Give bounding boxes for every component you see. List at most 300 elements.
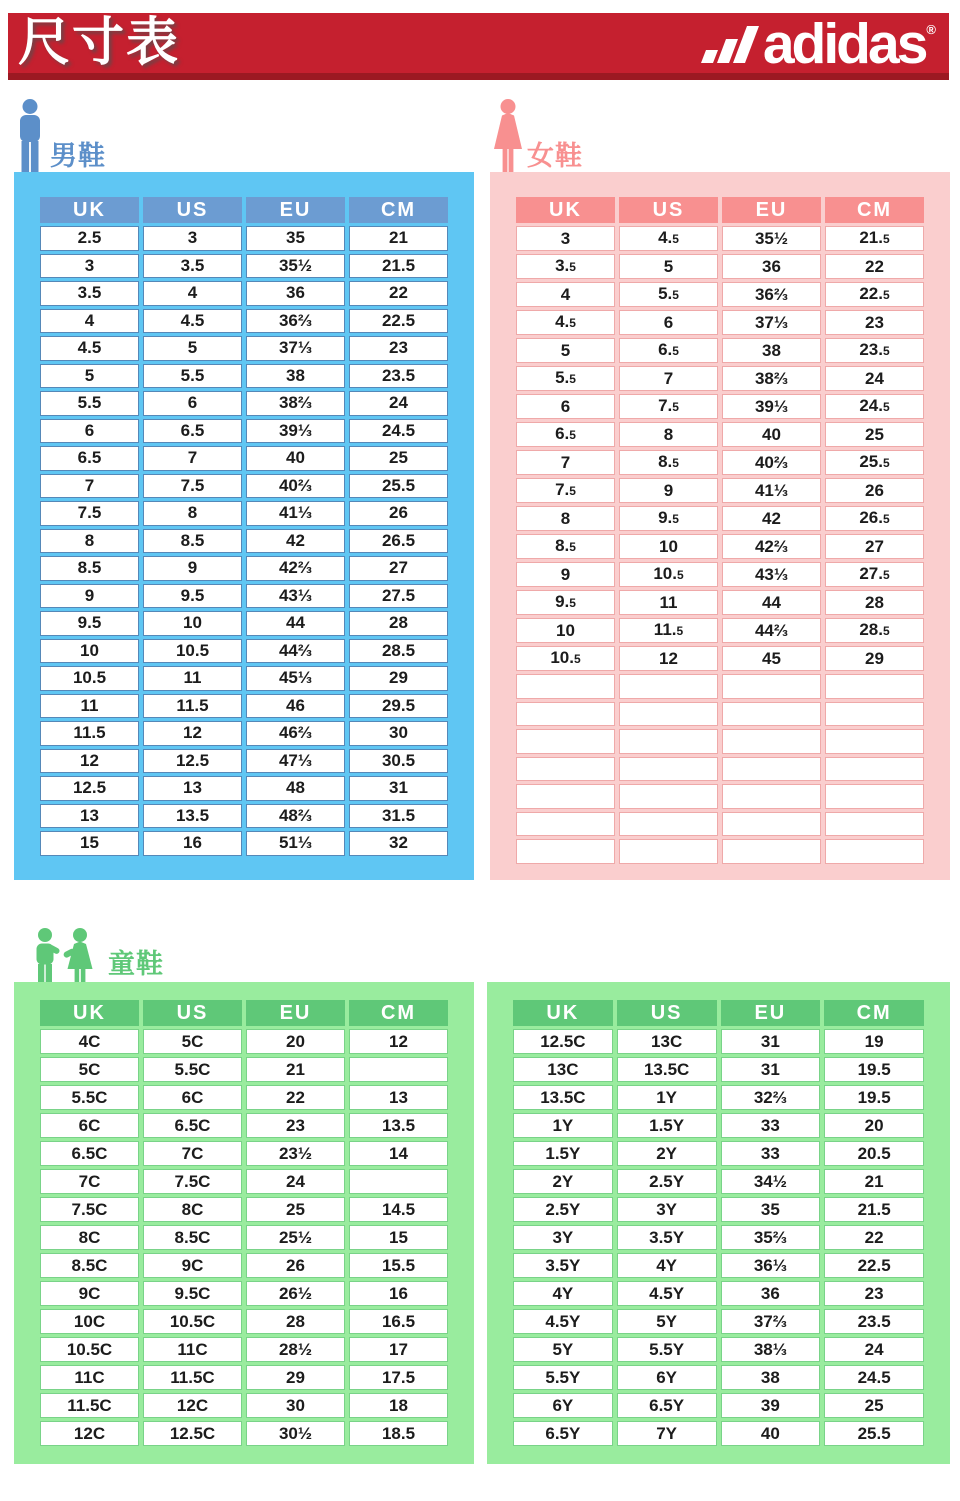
- table-cell: 39⅓: [722, 394, 821, 419]
- table-cell: 27.5: [349, 584, 448, 609]
- table-cell: 7.5C: [143, 1169, 242, 1194]
- table-row: [40, 749, 448, 774]
- table-cell: 24.5: [349, 419, 448, 444]
- table-cell: 13: [143, 776, 242, 801]
- table-cell: [722, 757, 821, 782]
- table-cell: 4.5: [619, 226, 718, 251]
- table-row: [516, 618, 924, 643]
- table-cell: 23: [246, 1113, 345, 1138]
- table-cell: 12.5C: [143, 1421, 242, 1446]
- table-cell: 10.5: [143, 639, 242, 664]
- table-cell: 28½: [246, 1337, 345, 1362]
- table-cell: 37⅔: [721, 1309, 821, 1334]
- table-cell: 9C: [143, 1253, 242, 1278]
- table-row: [40, 1169, 448, 1194]
- table-row: [516, 812, 924, 837]
- table-cell: 38: [721, 1365, 821, 1390]
- column-header-uk: UK: [40, 1000, 139, 1026]
- table-cell: 22.5: [824, 1253, 924, 1278]
- table-cell: 6Y: [513, 1393, 613, 1418]
- table-cell: 38⅔: [246, 391, 345, 416]
- table-row: [516, 366, 924, 391]
- column-header-uk: UK: [40, 197, 139, 223]
- table-cell: 6.5C: [143, 1113, 242, 1138]
- table-cell: 27: [349, 556, 448, 581]
- table-cell: 29: [825, 646, 924, 671]
- table-cell: 51⅓: [246, 831, 345, 856]
- table-cell: 3.5Y: [617, 1225, 717, 1250]
- table-cell: [722, 784, 821, 809]
- table-cell: 26: [246, 1253, 345, 1278]
- column-header-eu: EU: [246, 197, 345, 223]
- table-cell: 40: [246, 446, 345, 471]
- table-cell: 4.5: [143, 309, 242, 334]
- table-cell: 7: [40, 474, 139, 499]
- table-cell: 25: [824, 1393, 924, 1418]
- column-header-eu: EU: [246, 1000, 345, 1026]
- kids-big-table-body: [513, 1029, 924, 1446]
- table-cell: 11.5: [40, 721, 139, 746]
- table-cell: 25: [349, 446, 448, 471]
- table-cell: 8.5: [143, 529, 242, 554]
- table-cell: 19.5: [824, 1057, 924, 1082]
- table-cell: 1Y: [513, 1113, 613, 1138]
- table-row: [513, 1169, 924, 1194]
- header-row: [40, 1000, 448, 1026]
- table-cell: 9C: [40, 1281, 139, 1306]
- column-header-eu: EU: [722, 197, 821, 223]
- table-cell: 10: [619, 534, 718, 559]
- table-row: [40, 1393, 448, 1418]
- page-header: [8, 13, 949, 80]
- table-cell: 3.5: [143, 254, 242, 279]
- table-cell: 36⅔: [722, 282, 821, 307]
- table-row: [516, 310, 924, 335]
- man-icon: [15, 99, 45, 176]
- table-row: [40, 1225, 448, 1250]
- table-cell: 24: [825, 366, 924, 391]
- table-row: [513, 1057, 924, 1082]
- table-cell: 4C: [40, 1029, 139, 1054]
- table-cell: 8C: [143, 1197, 242, 1222]
- table-row: [513, 1113, 924, 1138]
- table-cell: 7.5C: [40, 1197, 139, 1222]
- table-row: [516, 534, 924, 559]
- table-cell: 7.5: [143, 474, 242, 499]
- table-cell: 9.5: [143, 584, 242, 609]
- table-cell: 12.5C: [513, 1029, 613, 1054]
- table-row: [40, 281, 448, 306]
- table-row: [40, 1113, 448, 1138]
- table-cell: 11.5: [143, 694, 242, 719]
- column-header-cm: CM: [825, 197, 924, 223]
- table-cell: 25½: [246, 1225, 345, 1250]
- table-cell: 14.5: [349, 1197, 448, 1222]
- table-row: [40, 1253, 448, 1278]
- table-cell: 5C: [40, 1057, 139, 1082]
- table-row: [516, 506, 924, 531]
- table-cell: 12.5: [40, 776, 139, 801]
- table-cell: 6: [143, 391, 242, 416]
- kids-size-panel-big: [487, 982, 950, 1464]
- table-row: [40, 391, 448, 416]
- table-row: [40, 666, 448, 691]
- table-cell: [516, 674, 615, 699]
- table-cell: 28: [825, 590, 924, 615]
- table-cell: 48: [246, 776, 345, 801]
- table-row: [516, 702, 924, 727]
- table-cell: 9: [516, 562, 615, 587]
- table-cell: 14: [349, 1141, 448, 1166]
- table-cell: 5: [143, 336, 242, 361]
- table-row: [40, 1337, 448, 1362]
- table-cell: 28: [349, 611, 448, 636]
- table-cell: 35⅔: [721, 1225, 821, 1250]
- table-cell: [825, 729, 924, 754]
- table-cell: 22.5: [825, 282, 924, 307]
- table-cell: 2.5Y: [513, 1197, 613, 1222]
- table-cell: 5.5C: [40, 1085, 139, 1110]
- table-cell: 5C: [143, 1029, 242, 1054]
- table-cell: 39⅓: [246, 419, 345, 444]
- table-row: [40, 556, 448, 581]
- kids-size-table-big: [509, 997, 928, 1449]
- table-cell: 4: [143, 281, 242, 306]
- table-cell: 4Y: [513, 1281, 613, 1306]
- table-cell: 26½: [246, 1281, 345, 1306]
- table-cell: 6: [516, 394, 615, 419]
- table-row: [513, 1253, 924, 1278]
- table-cell: 20.5: [824, 1141, 924, 1166]
- table-cell: 6.5: [516, 422, 615, 447]
- table-cell: 3Y: [617, 1197, 717, 1222]
- table-cell: 23: [824, 1281, 924, 1306]
- table-row: [516, 562, 924, 587]
- table-cell: 35½: [246, 254, 345, 279]
- table-cell: 23: [349, 336, 448, 361]
- table-cell: 10.5C: [40, 1337, 139, 1362]
- table-row: [516, 338, 924, 363]
- table-cell: 24.5: [824, 1365, 924, 1390]
- table-cell: 16: [349, 1281, 448, 1306]
- table-cell: 13.5C: [617, 1057, 717, 1082]
- table-cell: [516, 702, 615, 727]
- table-cell: 35½: [722, 226, 821, 251]
- table-cell: 21: [824, 1169, 924, 1194]
- table-cell: 9.5: [619, 506, 718, 531]
- table-cell: 6.5Y: [617, 1393, 717, 1418]
- table-row: [513, 1393, 924, 1418]
- woman-icon: [491, 99, 525, 176]
- table-row: [40, 831, 448, 856]
- table-cell: [516, 757, 615, 782]
- table-row: [40, 1029, 448, 1054]
- table-cell: 24.5: [825, 394, 924, 419]
- table-cell: 44: [246, 611, 345, 636]
- table-cell: 6Y: [617, 1365, 717, 1390]
- adidas-logo: [701, 12, 936, 76]
- table-row: [40, 1141, 448, 1166]
- table-row: [40, 309, 448, 334]
- table-cell: 36⅔: [246, 309, 345, 334]
- table-cell: 43⅓: [722, 562, 821, 587]
- table-cell: 5: [40, 364, 139, 389]
- table-cell: 15: [349, 1225, 448, 1250]
- table-row: [40, 694, 448, 719]
- table-row: [516, 590, 924, 615]
- table-row: [513, 1309, 924, 1334]
- table-cell: 9.5: [516, 590, 615, 615]
- table-row: [516, 422, 924, 447]
- table-cell: 9.5C: [143, 1281, 242, 1306]
- table-cell: [722, 702, 821, 727]
- table-cell: 16: [143, 831, 242, 856]
- table-row: [513, 1029, 924, 1054]
- table-cell: 22: [825, 254, 924, 279]
- table-cell: 45: [722, 646, 821, 671]
- table-cell: [722, 812, 821, 837]
- table-cell: 7: [619, 366, 718, 391]
- table-cell: 5.5: [40, 391, 139, 416]
- table-cell: 36: [721, 1281, 821, 1306]
- table-cell: 40⅔: [722, 450, 821, 475]
- table-cell: 26.5: [825, 506, 924, 531]
- table-cell: 46: [246, 694, 345, 719]
- header-row: [513, 1000, 924, 1026]
- table-cell: 29: [349, 666, 448, 691]
- table-cell: [825, 784, 924, 809]
- table-cell: 23: [825, 310, 924, 335]
- table-cell: 1Y: [617, 1085, 717, 1110]
- column-header-us: US: [143, 197, 242, 223]
- table-cell: 5Y: [617, 1309, 717, 1334]
- table-cell: 10: [40, 639, 139, 664]
- table-cell: 7: [516, 450, 615, 475]
- table-cell: 39: [721, 1393, 821, 1418]
- table-cell: 7C: [143, 1141, 242, 1166]
- table-cell: 21: [246, 1057, 345, 1082]
- table-cell: 2.5Y: [617, 1169, 717, 1194]
- column-header-cm: CM: [349, 197, 448, 223]
- table-cell: 6.5C: [40, 1141, 139, 1166]
- table-cell: 25.5: [824, 1421, 924, 1446]
- table-cell: 40: [722, 422, 821, 447]
- table-cell: 4: [516, 282, 615, 307]
- table-row: [516, 839, 924, 864]
- table-cell: 22.5: [349, 309, 448, 334]
- table-row: [40, 446, 448, 471]
- table-cell: 9: [619, 478, 718, 503]
- table-cell: 3Y: [513, 1225, 613, 1250]
- mens-size-table: [36, 194, 452, 859]
- table-cell: 2Y: [617, 1141, 717, 1166]
- column-header-us: US: [619, 197, 718, 223]
- table-row: [516, 450, 924, 475]
- table-cell: 11.5: [619, 618, 718, 643]
- table-row: [40, 1365, 448, 1390]
- table-row: [513, 1365, 924, 1390]
- table-cell: 9: [40, 584, 139, 609]
- table-cell: 12C: [40, 1421, 139, 1446]
- table-cell: 6.5Y: [513, 1421, 613, 1446]
- table-cell: [825, 812, 924, 837]
- table-row: [40, 364, 448, 389]
- table-cell: 10: [516, 618, 615, 643]
- table-cell: 32: [349, 831, 448, 856]
- mens-table-body: [40, 226, 448, 856]
- table-cell: 8.5: [40, 556, 139, 581]
- table-row: [513, 1225, 924, 1250]
- table-cell: 25.5: [349, 474, 448, 499]
- table-cell: 31: [721, 1029, 821, 1054]
- column-header-uk: UK: [513, 1000, 613, 1026]
- table-cell: 31: [349, 776, 448, 801]
- table-cell: 31.5: [349, 804, 448, 829]
- table-cell: 5.5: [619, 282, 718, 307]
- table-cell: 13C: [513, 1057, 613, 1082]
- table-row: [40, 1309, 448, 1334]
- header-row: [40, 197, 448, 223]
- table-cell: 22: [349, 281, 448, 306]
- table-cell: 10.5: [40, 666, 139, 691]
- table-cell: 23½: [246, 1141, 345, 1166]
- table-cell: 5: [516, 338, 615, 363]
- table-cell: 3: [143, 226, 242, 251]
- table-cell: 26: [825, 478, 924, 503]
- table-cell: 38⅓: [721, 1337, 821, 1362]
- table-cell: 9: [143, 556, 242, 581]
- table-cell: 17: [349, 1337, 448, 1362]
- table-cell: 6: [40, 419, 139, 444]
- table-cell: 29.5: [349, 694, 448, 719]
- table-cell: [516, 839, 615, 864]
- table-row: [513, 1085, 924, 1110]
- table-row: [40, 1197, 448, 1222]
- table-cell: 7: [143, 446, 242, 471]
- table-cell: 40⅔: [246, 474, 345, 499]
- table-cell: 44: [722, 590, 821, 615]
- womens-table-body: [516, 226, 924, 864]
- table-row: [40, 721, 448, 746]
- table-cell: [825, 839, 924, 864]
- table-cell: 9.5: [40, 611, 139, 636]
- table-row: [513, 1337, 924, 1362]
- table-cell: 6.5: [619, 338, 718, 363]
- table-cell: 18.5: [349, 1421, 448, 1446]
- table-cell: 6C: [143, 1085, 242, 1110]
- header-row: [516, 197, 924, 223]
- table-cell: 8C: [40, 1225, 139, 1250]
- kids-small-table-body: [40, 1029, 448, 1446]
- table-cell: 31: [721, 1057, 821, 1082]
- table-cell: 33: [721, 1113, 821, 1138]
- table-cell: 5: [619, 254, 718, 279]
- womens-size-table: [512, 194, 928, 867]
- table-cell: 30½: [246, 1421, 345, 1446]
- table-cell: [825, 674, 924, 699]
- table-cell: 5.5: [143, 364, 242, 389]
- section-label-men: 男鞋: [50, 141, 106, 171]
- table-row: [40, 336, 448, 361]
- table-cell: 24: [824, 1337, 924, 1362]
- table-cell: 21.5: [349, 254, 448, 279]
- table-cell: 24: [246, 1169, 345, 1194]
- table-cell: 5.5: [516, 366, 615, 391]
- section-label-kids: 童鞋: [108, 949, 164, 979]
- table-cell: [349, 1057, 448, 1082]
- table-cell: 21.5: [824, 1197, 924, 1222]
- table-cell: 7C: [40, 1169, 139, 1194]
- kids-size-panel-small: [14, 982, 474, 1464]
- table-row: [516, 394, 924, 419]
- table-cell: 26: [349, 501, 448, 526]
- table-row: [40, 254, 448, 279]
- table-cell: 11C: [143, 1337, 242, 1362]
- table-cell: 23.5: [825, 338, 924, 363]
- table-cell: 27: [825, 534, 924, 559]
- table-cell: [619, 839, 718, 864]
- table-row: [40, 639, 448, 664]
- table-cell: 21.5: [825, 226, 924, 251]
- table-cell: 4.5: [516, 310, 615, 335]
- table-row: [40, 419, 448, 444]
- table-cell: 2Y: [513, 1169, 613, 1194]
- table-cell: 4: [40, 309, 139, 334]
- table-cell: 22: [246, 1085, 345, 1110]
- table-row: [40, 611, 448, 636]
- table-row: [40, 584, 448, 609]
- table-cell: 8: [143, 501, 242, 526]
- table-cell: 25: [825, 422, 924, 447]
- table-cell: 13: [349, 1085, 448, 1110]
- table-cell: [516, 812, 615, 837]
- table-cell: 10.5: [619, 562, 718, 587]
- table-cell: 1.5Y: [617, 1113, 717, 1138]
- table-cell: 6.5: [143, 419, 242, 444]
- table-cell: 48⅔: [246, 804, 345, 829]
- table-cell: 5Y: [513, 1337, 613, 1362]
- table-cell: 10C: [40, 1309, 139, 1334]
- table-cell: 42: [722, 506, 821, 531]
- table-cell: 13.5: [349, 1113, 448, 1138]
- table-cell: 33: [721, 1141, 821, 1166]
- table-cell: 3: [516, 226, 615, 251]
- table-cell: 11: [40, 694, 139, 719]
- table-cell: 45⅓: [246, 666, 345, 691]
- section-label-women: 女鞋: [527, 141, 583, 171]
- table-cell: 12: [619, 646, 718, 671]
- table-cell: 40: [721, 1421, 821, 1446]
- page-title: 尺寸表: [18, 14, 181, 72]
- table-row: [40, 1281, 448, 1306]
- table-cell: 23.5: [824, 1309, 924, 1334]
- table-cell: 38: [246, 364, 345, 389]
- table-cell: 2.5: [40, 226, 139, 251]
- table-cell: 12C: [143, 1393, 242, 1418]
- table-cell: 10.5: [516, 646, 615, 671]
- table-cell: 6.5: [40, 446, 139, 471]
- table-cell: 42⅔: [722, 534, 821, 559]
- table-cell: 11C: [40, 1365, 139, 1390]
- table-cell: 6C: [40, 1113, 139, 1138]
- table-row: [40, 776, 448, 801]
- table-row: [40, 804, 448, 829]
- table-cell: 8.5: [516, 534, 615, 559]
- table-cell: 42: [246, 529, 345, 554]
- table-cell: 7.5: [619, 394, 718, 419]
- table-cell: 11.5C: [40, 1393, 139, 1418]
- table-cell: [825, 757, 924, 782]
